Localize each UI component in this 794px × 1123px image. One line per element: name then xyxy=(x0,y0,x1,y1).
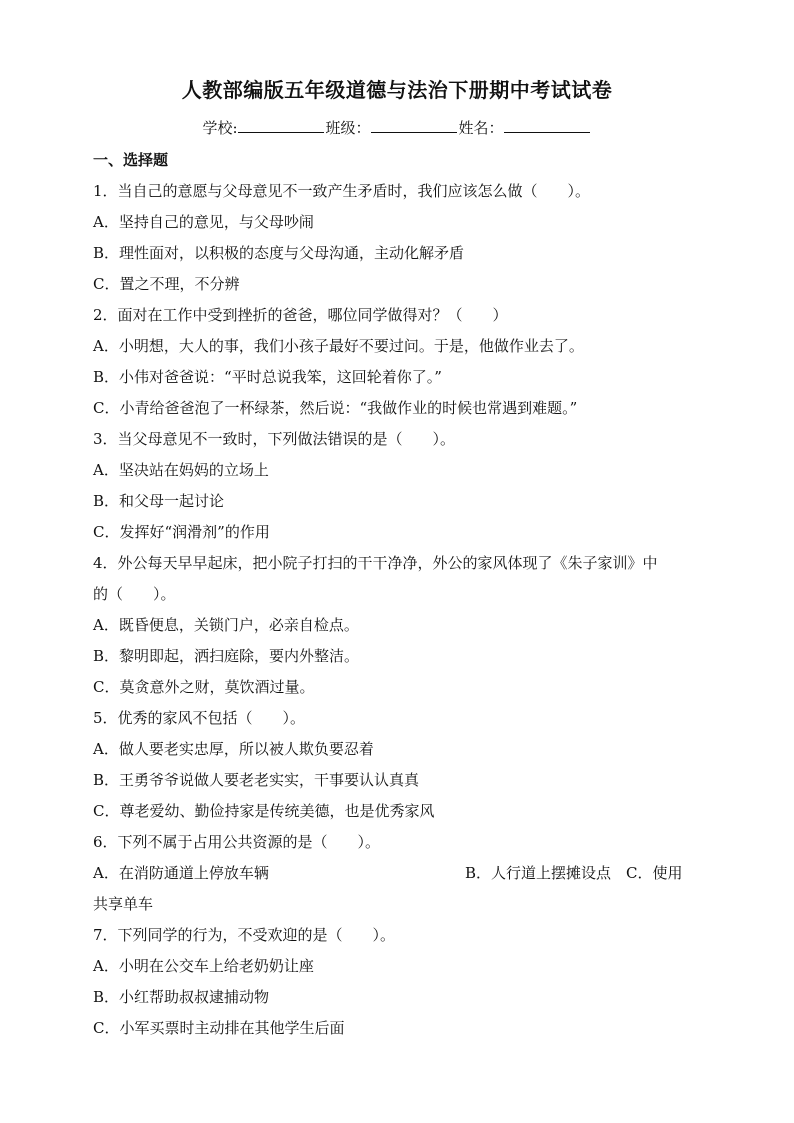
class-label: 班级： xyxy=(325,119,371,137)
question-stem: 5．优秀的家风不包括（ ）。 xyxy=(93,709,306,727)
student-info-row xyxy=(0,117,794,138)
name-blank xyxy=(504,118,590,133)
question-option: A．坚持自己的意见，与父母吵闹 xyxy=(93,213,314,231)
question-option: C．莫贪意外之财，莫饮酒过量。 xyxy=(93,678,315,696)
question-stem: 4．外公每天早早起床，把小院子打扫的干干净净，外公的家风体现了《朱子家训》中 xyxy=(93,554,658,572)
question-stem: 3．当父母意见不一致时，下列做法错误的是（ ）。 xyxy=(93,430,456,448)
question-option: B．小红帮助叔叔逮捕动物 xyxy=(93,988,270,1006)
question-option: C．小军买票时主动排在其他学生后面 xyxy=(93,1019,345,1037)
question-stem: 7．下列同学的行为，不受欢迎的是（ ）。 xyxy=(93,926,396,944)
question-option: C．小青给爸爸泡了一杯绿茶，然后说：“我做作业的时候也常遇到难题。” xyxy=(93,399,578,417)
question-option-continued: 共享单车 xyxy=(93,895,154,913)
question-option: A．小明在公交车上给老奶奶让座 xyxy=(93,957,314,975)
question-option: C．置之不理，不分辨 xyxy=(93,275,240,293)
school-blank xyxy=(238,118,324,133)
section-heading: 一、选择题 xyxy=(93,151,169,169)
question-option: B．小伟对爸爸说：“平时总说我笨，这回轮着你了。” xyxy=(93,368,442,386)
question-option: B．和父母一起讨论 xyxy=(93,492,225,510)
question-option: A．坚决站在妈妈的立场上 xyxy=(93,461,269,479)
question-option: A．小明想，大人的事，我们小孩子最好不要过问。于是，他做作业去了。 xyxy=(93,337,584,355)
question-stem: 2．面对在工作中受到挫折的爸爸，哪位同学做得对？（ ） xyxy=(93,306,508,324)
question-option-row xyxy=(93,858,701,889)
question-option: B．黎明即起，洒扫庭除，要内外整洁。 xyxy=(93,647,360,665)
exam-title: 人教部编版五年级道德与法治下册期中考试试卷 xyxy=(181,78,613,102)
question-stem: 6．下列不属于占用公共资源的是（ ）。 xyxy=(93,833,381,851)
question-option: B．王勇爷爷说做人要老老实实，干事要认认真真 xyxy=(93,771,420,789)
question-option: A．既昏便息，关锁门户，必亲自检点。 xyxy=(93,616,359,634)
name-label: 姓名： xyxy=(458,119,504,137)
question-stem-continued: 的（ ）。 xyxy=(93,585,176,603)
question-stem: 1．当自己的意愿与父母意见不一致产生矛盾时，我们应该怎么做（ ）。 xyxy=(93,182,591,200)
class-blank xyxy=(371,118,457,133)
question-option: B．人行道上摆摊设点 C．使用 xyxy=(465,864,683,882)
question-option: C．发挥好“润滑剂”的作用 xyxy=(93,523,270,541)
question-list xyxy=(93,176,701,1044)
question-option: A．在消防通道上停放车辆 xyxy=(93,864,269,882)
question-option: B．理性面对，以积极的态度与父母沟通，主动化解矛盾 xyxy=(93,244,465,262)
school-label: 学校: xyxy=(202,119,238,137)
question-option: C．尊老爱幼、勤俭持家是传统美德，也是优秀家风 xyxy=(93,802,435,820)
question-option: A．做人要老实忠厚，所以被人欺负要忍着 xyxy=(93,740,374,758)
